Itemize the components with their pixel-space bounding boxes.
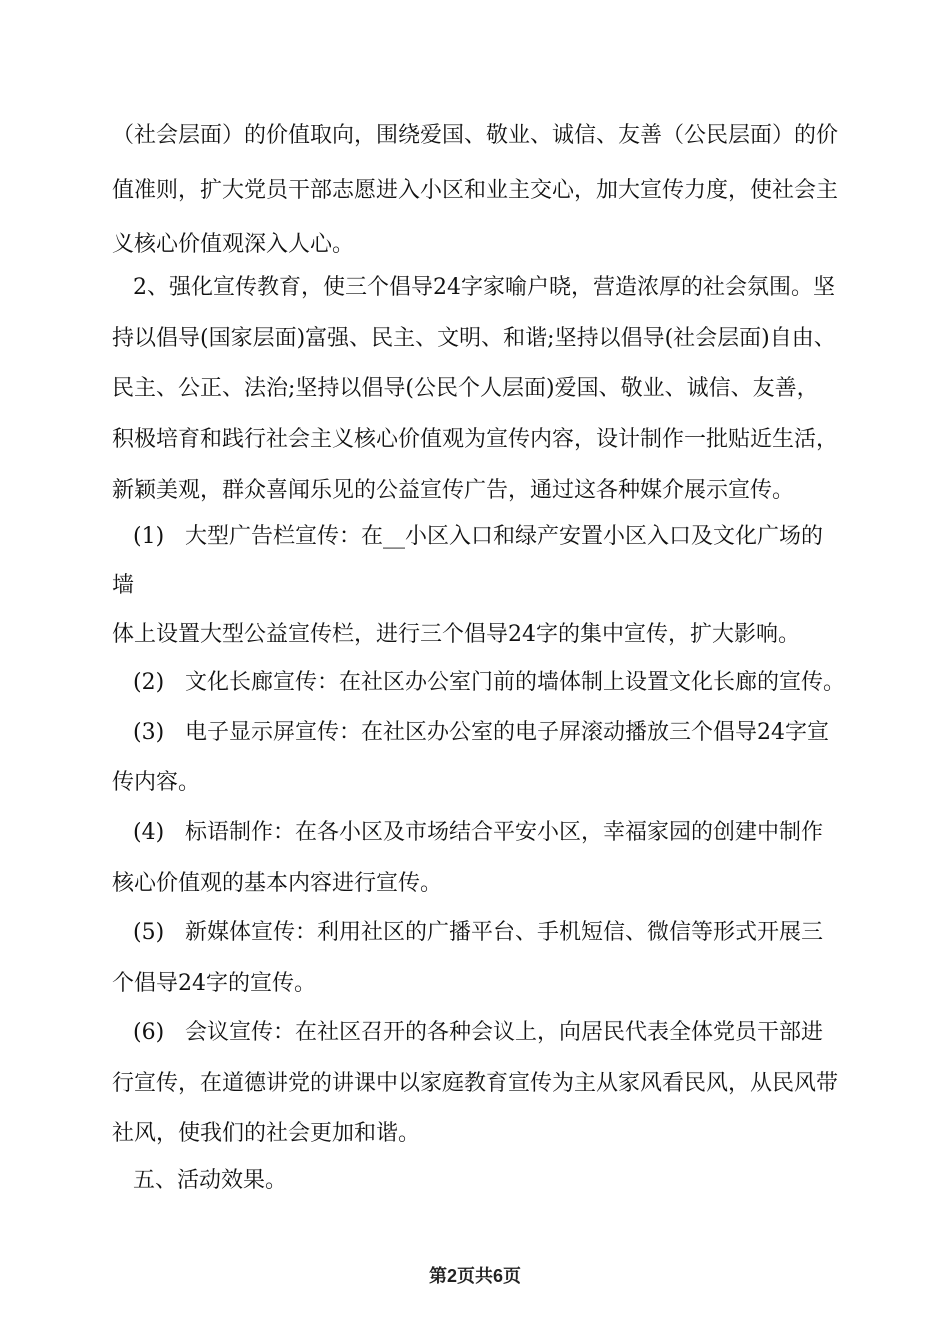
item-number: (2) xyxy=(133,670,165,695)
paragraph-line: 行宣传，在道德讲党的讲课中以家庭教育宣传为主从家风看民风，从民风带 xyxy=(112,1071,839,1096)
page-number: 第2页共6页 xyxy=(428,1266,522,1286)
paragraph-line: 核心价值观的基本内容进行宣传。 xyxy=(112,871,443,896)
list-item xyxy=(133,918,873,948)
paragraph-line: 体上设置大型公益宣传栏，进行三个倡导24字的集中宣传，扩大影响。 xyxy=(112,622,800,647)
paragraph-line: 积极培育和践行社会主义核心价值观为宣传内容，设计制作一批贴近生活， xyxy=(112,427,839,452)
item-number: (4) xyxy=(133,820,165,845)
item-text: 标语制作：在各小区及市场结合平安小区，幸福家园的创建中制作 xyxy=(185,820,824,845)
paragraph-line: 社风，使我们的社会更加和谐。 xyxy=(112,1121,421,1146)
list-item xyxy=(133,522,873,552)
section-heading: 五、活动效果。 xyxy=(133,1168,288,1193)
item-number: (6) xyxy=(133,1020,165,1045)
item-number: (5) xyxy=(133,920,165,945)
paragraph-line: 新颖美观，群众喜闻乐见的公益宣传广告，通过这各种媒介展示宣传。 xyxy=(112,478,795,503)
paragraph-line: 2、强化宣传教育，使三个倡导24字家喻户晓，营造浓厚的社会氛围。坚 xyxy=(133,275,835,300)
paragraph-line: 个倡导24字的宣传。 xyxy=(112,971,316,996)
list-item xyxy=(133,1018,873,1048)
list-item xyxy=(133,718,873,748)
item-text: 大型广告栏宣传：在__小区入口和绿产安置小区入口及文化广场的 xyxy=(185,524,824,549)
paragraph-line: 义核心价值观深入人心。 xyxy=(112,232,355,257)
item-text: 会议宣传：在社区召开的各种会议上，向居民代表全体党员干部进 xyxy=(185,1020,824,1045)
item-number: (1) xyxy=(133,524,165,549)
item-number: (3) xyxy=(133,720,165,745)
item-text: 新媒体宣传：利用社区的广播平台、手机短信、微信等形式开展三 xyxy=(185,920,824,945)
paragraph-line: 值准则，扩大党员干部志愿进入小区和业主交心，加大宣传力度，使社会主 xyxy=(112,178,839,203)
item-text: 电子显示屏宣传：在社区办公室的电子屏滚动播放三个倡导24字宣 xyxy=(185,720,829,745)
paragraph-line: 墙 xyxy=(112,573,135,598)
paragraph-line: （社会层面）的价值取向，围绕爱国、敬业、诚信、友善（公民层面）的价 xyxy=(112,123,839,148)
paragraph-line: 民主、公正、法治;坚持以倡导(公民个人层面)爱国、敬业、诚信、友善， xyxy=(112,376,819,401)
paragraph-line: 传内容。 xyxy=(112,770,201,795)
paragraph-line: 持以倡导(国家层面)富强、民主、文明、和谐;坚持以倡导(社会层面)自由、 xyxy=(112,326,836,351)
list-item xyxy=(133,668,873,698)
item-text: 文化长廊宣传：在社区办公室门前的墙体制上设置文化长廊的宣传。 xyxy=(185,670,846,695)
list-item xyxy=(133,818,873,848)
